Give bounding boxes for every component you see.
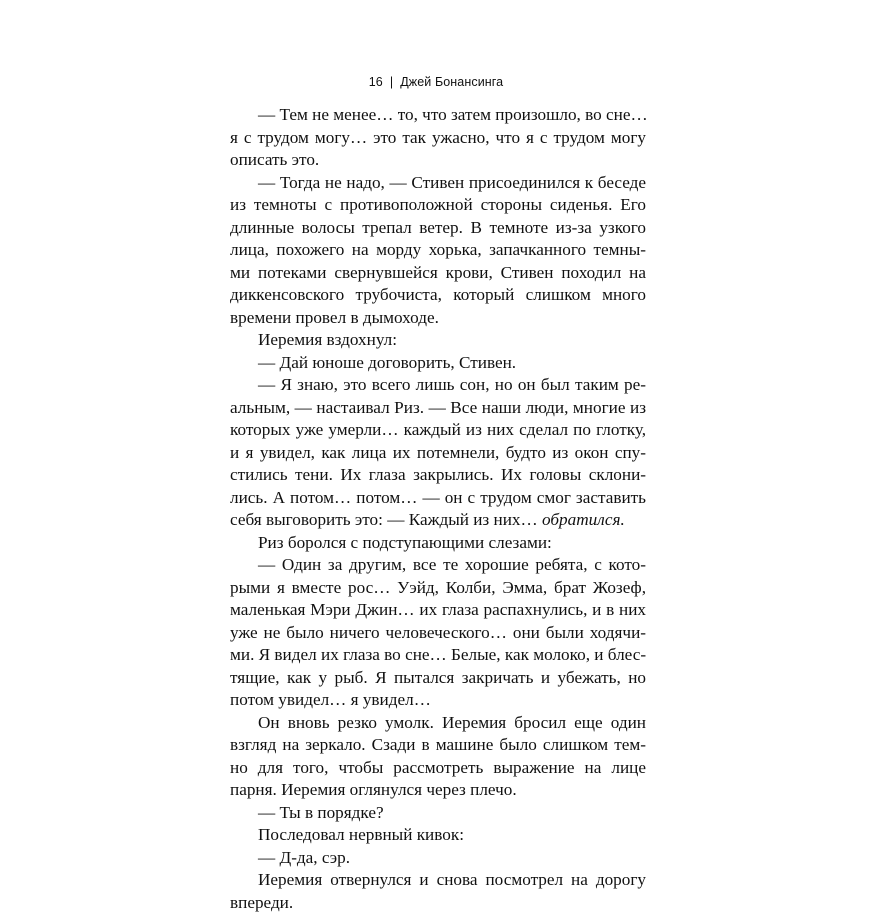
text-line: описать это. bbox=[230, 149, 646, 172]
text-line: — Д-да, сэр. bbox=[230, 847, 646, 870]
text-line: но для того, чтобы рассмотреть выражение на лице bbox=[230, 757, 646, 780]
running-header bbox=[0, 75, 872, 89]
text-line bbox=[230, 509, 646, 532]
text-line: — Я знаю, это всего лишь сон, но он был таким ре- bbox=[230, 374, 646, 397]
text-line: — Дай юноше договорить, Стивен. bbox=[230, 352, 646, 375]
author-name: Джей Бонансинга bbox=[400, 75, 503, 89]
text-line: уже не было ничего человеческого… они были ходячи- bbox=[230, 622, 646, 645]
text-line: парня. Иеремия оглянулся через плечо. bbox=[230, 779, 646, 802]
body-text bbox=[230, 104, 646, 914]
text-line: ми потеками свернувшейся крови, Стивен походил на bbox=[230, 262, 646, 285]
text-line: Иеремия вздохнул: bbox=[230, 329, 646, 352]
page-number: 16 bbox=[369, 75, 383, 89]
text-line: альным, — настаивал Риз. — Все наши люди, многие из bbox=[230, 397, 646, 420]
text-line: впереди. bbox=[230, 892, 646, 914]
text-line: — Тогда не надо, — Стивен присоединился к беседе bbox=[230, 172, 646, 195]
text-line: Риз боролся с подступающими слезами: bbox=[230, 532, 646, 555]
text-line: времени провел в дымоходе. bbox=[230, 307, 646, 330]
text-line: диккенсовского трубочиста, который слишком много bbox=[230, 284, 646, 307]
text-line: стились тени. Их глаза закрылись. Их головы склони- bbox=[230, 464, 646, 487]
text-line: ми. Я видел их глаза во сне… Белые, как молоко, и блес- bbox=[230, 644, 646, 667]
text-line: тящие, как у рыб. Я пытался закричать и убежать, но bbox=[230, 667, 646, 690]
text-line: маленькая Мэри Джин… их глаза распахнулись, и в них bbox=[230, 599, 646, 622]
text-line: я с трудом могу… это так ужасно, что я с трудом могу bbox=[230, 127, 646, 150]
text-line: Он вновь резко умолк. Иеремия бросил еще один bbox=[230, 712, 646, 735]
text-segment: себя выговорить это: — Каждый из них… bbox=[230, 510, 542, 529]
text-line: взгляд на зеркало. Сзади в машине было слишком тем- bbox=[230, 734, 646, 757]
text-line: и я увидел, как лица их потемнели, будто из окон спу- bbox=[230, 442, 646, 465]
text-line: длинные волосы трепал ветер. В темноте из-за узкого bbox=[230, 217, 646, 240]
text-line: Последовал нервный кивок: bbox=[230, 824, 646, 847]
text-line: — Один за другим, все те хорошие ребята, с кото- bbox=[230, 554, 646, 577]
text-line: которых уже умерли… каждый из них сделал по глотку, bbox=[230, 419, 646, 442]
text-line: — Тем не менее… то, что затем произошло, во сне… bbox=[230, 104, 646, 127]
text-line: потом увидел… я увидел… bbox=[230, 689, 646, 712]
text-line: из темноты с противоположной стороны сиденья. Его bbox=[230, 194, 646, 217]
text-line: лица, похожего на морду хорька, запачканного темны- bbox=[230, 239, 646, 262]
text-line: лись. А потом… потом… — он с трудом смог заставить bbox=[230, 487, 646, 510]
text-line: — Ты в порядке? bbox=[230, 802, 646, 825]
text-line: Иеремия отвернулся и снова посмотрел на дорогу bbox=[230, 869, 646, 892]
text-line: рыми я вместе рос… Уэйд, Колби, Эмма, брат Жозеф, bbox=[230, 577, 646, 600]
emphasized-word: обратился. bbox=[542, 510, 625, 529]
header-separator: | bbox=[390, 75, 393, 89]
